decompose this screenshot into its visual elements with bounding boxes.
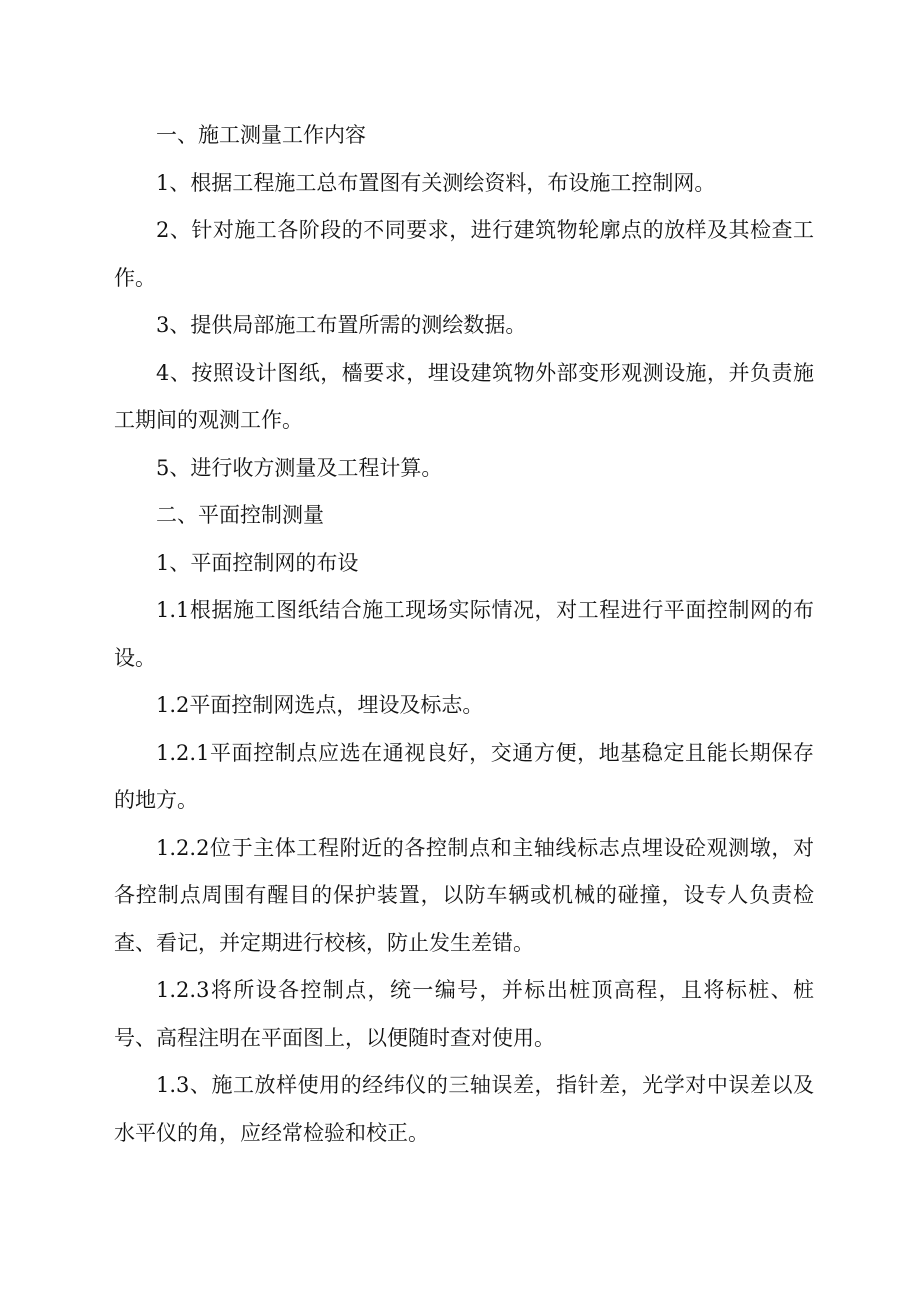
subsection-heading: 1、平面控制网的布设	[156, 550, 359, 575]
paragraph: 4、按照设计图纸，檣要求，埋设建筑物外部变形观测设施，并负责施工期间的观测工作。	[114, 360, 814, 432]
paragraph: 2、针对施工各阶段的不同要求，进行建筑物轮廓点的放样及其检查工作。	[114, 218, 814, 290]
paragraph: 5、进行收方测量及工程计算。	[156, 455, 443, 480]
paragraph: 1.1根据施工图纸结合施工现场实际情况，对工程进行平面控制网的布设。	[114, 598, 814, 670]
paragraph: 3、提供局部施工布置所需的测绘数据。	[156, 313, 527, 337]
paragraph: 1、根据工程施工总布置图有关测绘资料，布设施工控制网。	[156, 170, 716, 195]
paragraph: 1.2.2位于主体工程附近的各控制点和主轴线标志点埋设砼观测墩，对各控制点周围有醒目的保护装置，以防车辆或机械的碰撞，设专人负责检查、看记，并定期进行校核，防止发生差错。	[114, 835, 814, 955]
paragraph: 1.3、施工放样使用的经纬仪的三轴误差，指针差，光学对中误差以及水平仪的角，应经常检验和校正。	[114, 1073, 814, 1145]
document-body	[114, 112, 814, 1157]
paragraph: 1.2.1平面控制点应选在通视良好，交通方便，地基稳定且能长期保存的地方。	[114, 740, 814, 812]
section-heading-1: 一、施工测量工作内容	[156, 123, 366, 147]
paragraph: 1.2.3将所设各控制点，统一编号，并标出桩顶高程，且将标桩、桩号、高程注明在平面图上，以便随时查对使用。	[114, 978, 814, 1050]
section-heading-2: 二、平面控制测量	[156, 503, 324, 527]
paragraph: 1.2平面控制网选点，埋设及标志。	[156, 693, 484, 717]
